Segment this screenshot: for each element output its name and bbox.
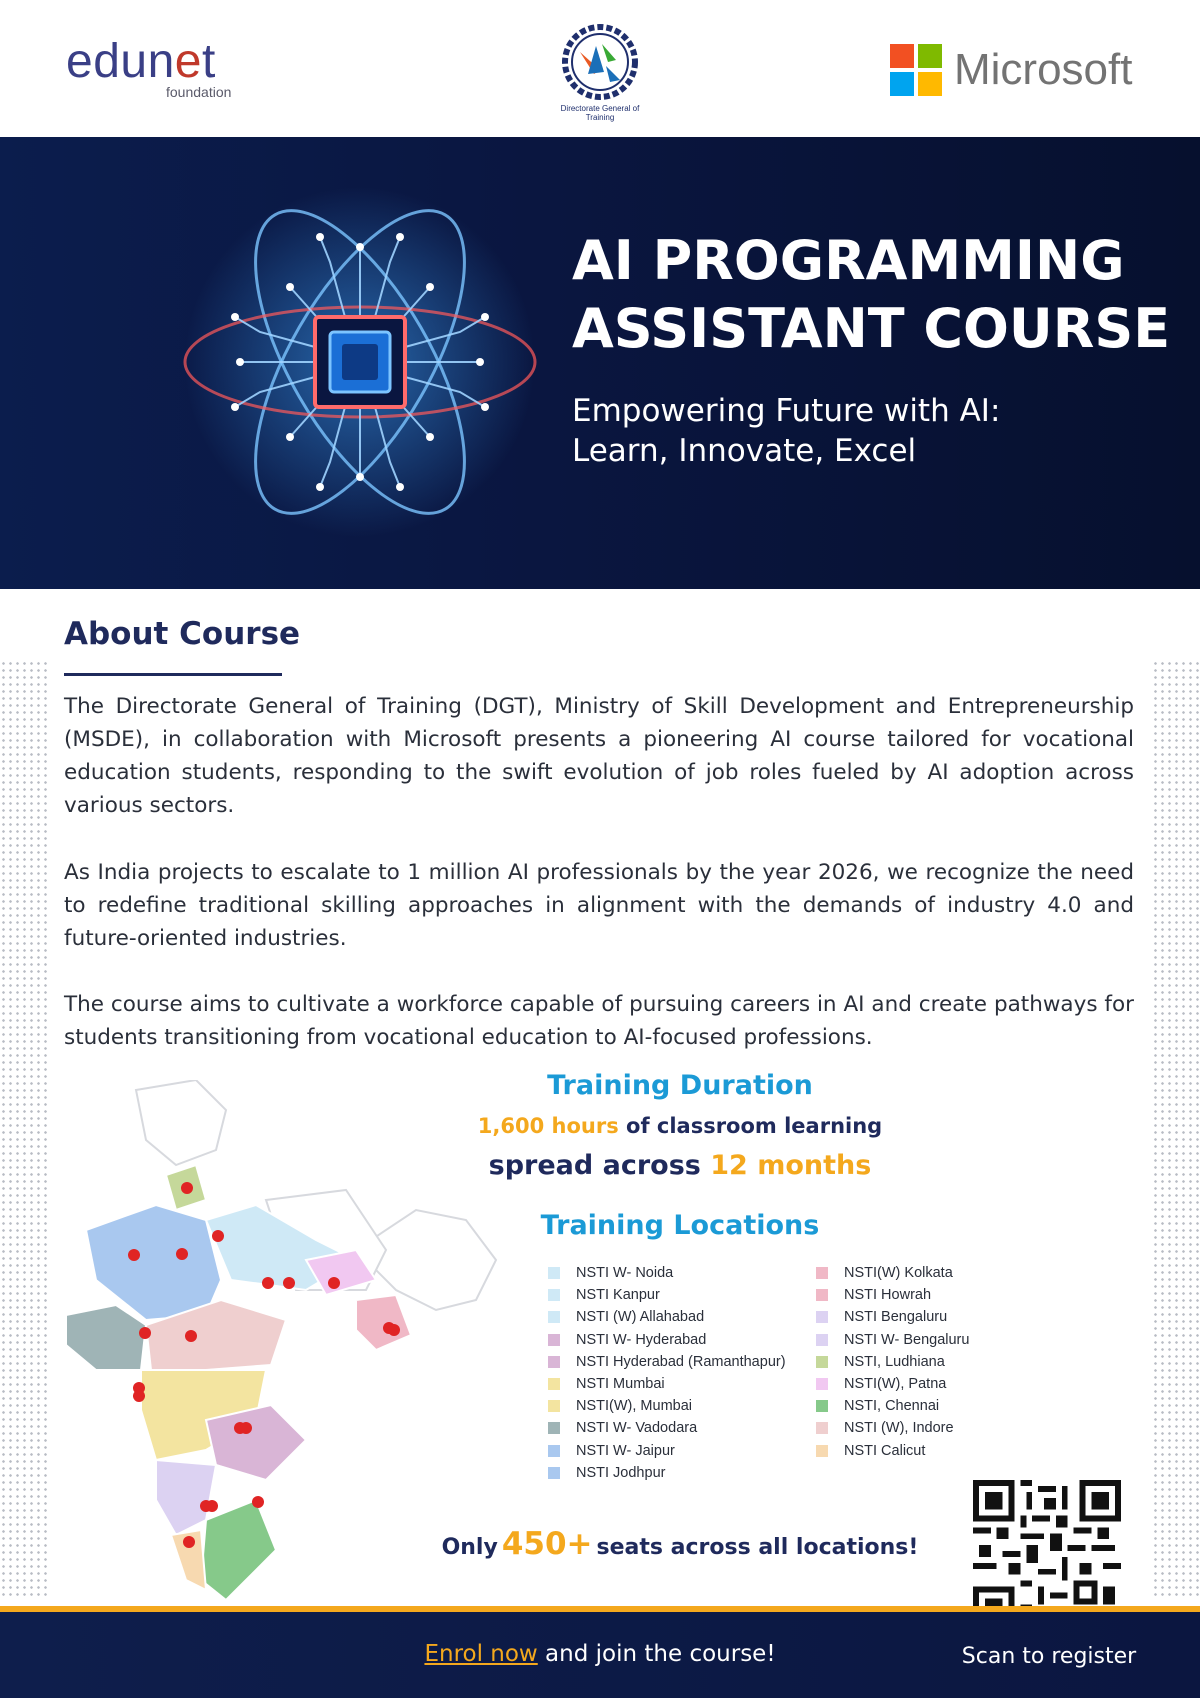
- about-heading: About Course: [64, 616, 301, 652]
- training-duration-heading: Training Duration: [547, 1070, 813, 1101]
- location-swatch: [548, 1267, 560, 1279]
- location-name: NSTI(W), Patna: [844, 1376, 947, 1393]
- enrol-now-link[interactable]: Enrol now: [424, 1641, 538, 1667]
- location-item: [816, 1284, 969, 1306]
- seats-callout: [420, 1526, 940, 1562]
- location-name: NSTI W- Bengaluru: [844, 1331, 970, 1348]
- location-name: NSTI, Ludhiana: [844, 1353, 945, 1370]
- region-tamil-nadu: [201, 1500, 276, 1600]
- location-swatch: [816, 1334, 828, 1346]
- location-name: NSTI Hyderabad (Ramanthapur): [576, 1353, 786, 1370]
- course-title-line1: AI PROGRAMMING: [572, 229, 1125, 292]
- edunet-logo: [66, 35, 232, 100]
- locations-list-right: [816, 1262, 969, 1462]
- location-name: NSTI W- Jaipur: [576, 1442, 675, 1459]
- about-paragraph-1: The Directorate General of Training (DGT), Ministry of Skill Development and Entrepreneurship (MSDE), in collaboration with Microsoft presents a pioneering AI course tailored for vocational education students, responding to the swift evolution of job roles fueled by AI adoption across various sectors.: [64, 694, 1134, 818]
- location-swatch: [816, 1422, 828, 1434]
- about-heading-underline: [64, 673, 282, 676]
- duration-months: [420, 1150, 940, 1181]
- location-swatch: [816, 1311, 828, 1323]
- location-item: [816, 1395, 969, 1417]
- location-swatch: [548, 1445, 560, 1457]
- location-swatch: [548, 1422, 560, 1434]
- enrol-cta: [300, 1641, 900, 1667]
- microsoft-wordmark: Microsoft: [954, 45, 1133, 94]
- location-item: [548, 1440, 786, 1462]
- location-name: NSTI, Chennai: [844, 1398, 940, 1415]
- location-item: [816, 1262, 969, 1284]
- location-name: NSTI (W) Allahabad: [576, 1309, 705, 1326]
- location-swatch: [816, 1378, 828, 1390]
- location-item: [816, 1329, 969, 1351]
- location-swatch: [816, 1445, 828, 1457]
- location-item: [816, 1373, 969, 1395]
- location-item: [548, 1351, 786, 1373]
- location-swatch: [548, 1467, 560, 1479]
- seats-count: 450+: [501, 1526, 593, 1562]
- location-swatch: [548, 1289, 560, 1301]
- scan-to-register-label: Scan to register: [961, 1644, 1137, 1669]
- location-name: NSTI Calicut: [844, 1442, 926, 1459]
- header: [0, 0, 1200, 137]
- location-item: [548, 1284, 786, 1306]
- location-name: NSTI Mumbai: [576, 1376, 665, 1393]
- location-swatch: [548, 1356, 560, 1368]
- region-gujarat: [66, 1305, 146, 1370]
- seats-prefix: Only: [441, 1535, 498, 1560]
- location-swatch: [816, 1289, 828, 1301]
- enrol-cta-text: and join the course!: [537, 1641, 776, 1667]
- hero-banner: [0, 137, 1200, 589]
- location-item: [816, 1440, 969, 1462]
- edunet-wordmark: edun: [66, 35, 175, 88]
- duration-hours-text: of classroom learning: [618, 1114, 883, 1138]
- locations-list-left: [548, 1262, 786, 1484]
- edunet-wordmark-end: t: [201, 35, 216, 88]
- location-name: NSTI W- Hyderabad: [576, 1331, 707, 1348]
- microsoft-logo: [890, 44, 1132, 96]
- microsoft-grid-icon: [890, 44, 942, 96]
- edunet-subtitle: foundation: [166, 84, 232, 100]
- location-swatch: [548, 1311, 560, 1323]
- location-item: [548, 1417, 786, 1439]
- duration-hours-value: 1,600 hours: [477, 1114, 619, 1138]
- course-title: [572, 227, 1172, 363]
- location-item: [816, 1351, 969, 1373]
- about-paragraph-3: The course aims to cultivate a workforce capable of pursuing careers in AI and create pathways for students transitioning from vocational education to AI-focused professions.: [64, 992, 1134, 1050]
- about-paragraph-2: As India projects to escalate to 1 million AI professionals by the year 2026, we recognize the need to redefine traditional skilling approaches in alignment with the demands of industry 4.0 and future-oriented industries.: [64, 860, 1134, 951]
- duration-hours: [420, 1114, 940, 1138]
- location-name: NSTI Jodhpur: [576, 1464, 666, 1481]
- location-swatch: [548, 1334, 560, 1346]
- dgt-gear-icon: [550, 22, 650, 102]
- location-item: [816, 1417, 969, 1439]
- duration-months-text: spread across: [488, 1150, 711, 1181]
- location-swatch: [548, 1378, 560, 1390]
- location-name: NSTI(W) Kolkata: [844, 1265, 953, 1282]
- location-swatch: [816, 1267, 828, 1279]
- location-name: NSTI W- Vadodara: [576, 1420, 698, 1437]
- location-swatch: [548, 1400, 560, 1412]
- location-name: NSTI W- Noida: [576, 1265, 674, 1282]
- dot-pattern-left: [0, 660, 50, 1600]
- ai-chip-illustration: [180, 167, 540, 557]
- location-swatch: [816, 1400, 828, 1412]
- location-item: [548, 1395, 786, 1417]
- dgt-caption: Directorate General of Training: [560, 104, 640, 122]
- location-name: NSTI Kanpur: [576, 1287, 660, 1304]
- location-name: NSTI (W), Indore: [844, 1420, 954, 1437]
- location-item: [548, 1373, 786, 1395]
- duration-months-value: 12 months: [710, 1150, 872, 1181]
- seats-suffix: seats across all locations!: [596, 1535, 919, 1560]
- dot-pattern-right: [1152, 660, 1200, 1600]
- edunet-wordmark-accent: e: [174, 35, 202, 88]
- location-name: NSTI Howrah: [844, 1287, 932, 1304]
- location-item: [548, 1262, 786, 1284]
- location-item: [548, 1462, 786, 1484]
- location-name: NSTI Bengaluru: [844, 1309, 948, 1326]
- course-tagline-line2: Learn, Innovate, Excel: [572, 433, 917, 469]
- region-rajasthan: [86, 1205, 221, 1320]
- location-item: [816, 1306, 969, 1328]
- course-tagline-line1: Empowering Future with AI:: [572, 393, 1001, 429]
- location-swatch: [816, 1356, 828, 1368]
- location-item: [548, 1306, 786, 1328]
- region-west-bengal: [356, 1295, 411, 1350]
- location-item: [548, 1329, 786, 1351]
- region-telangana: [206, 1405, 306, 1480]
- dgt-emblem: [550, 22, 650, 122]
- training-locations-heading: Training Locations: [540, 1210, 820, 1241]
- course-title-line2: ASSISTANT COURSE: [572, 297, 1171, 360]
- location-name: NSTI(W), Mumbai: [576, 1398, 692, 1415]
- course-tagline: [572, 391, 1172, 471]
